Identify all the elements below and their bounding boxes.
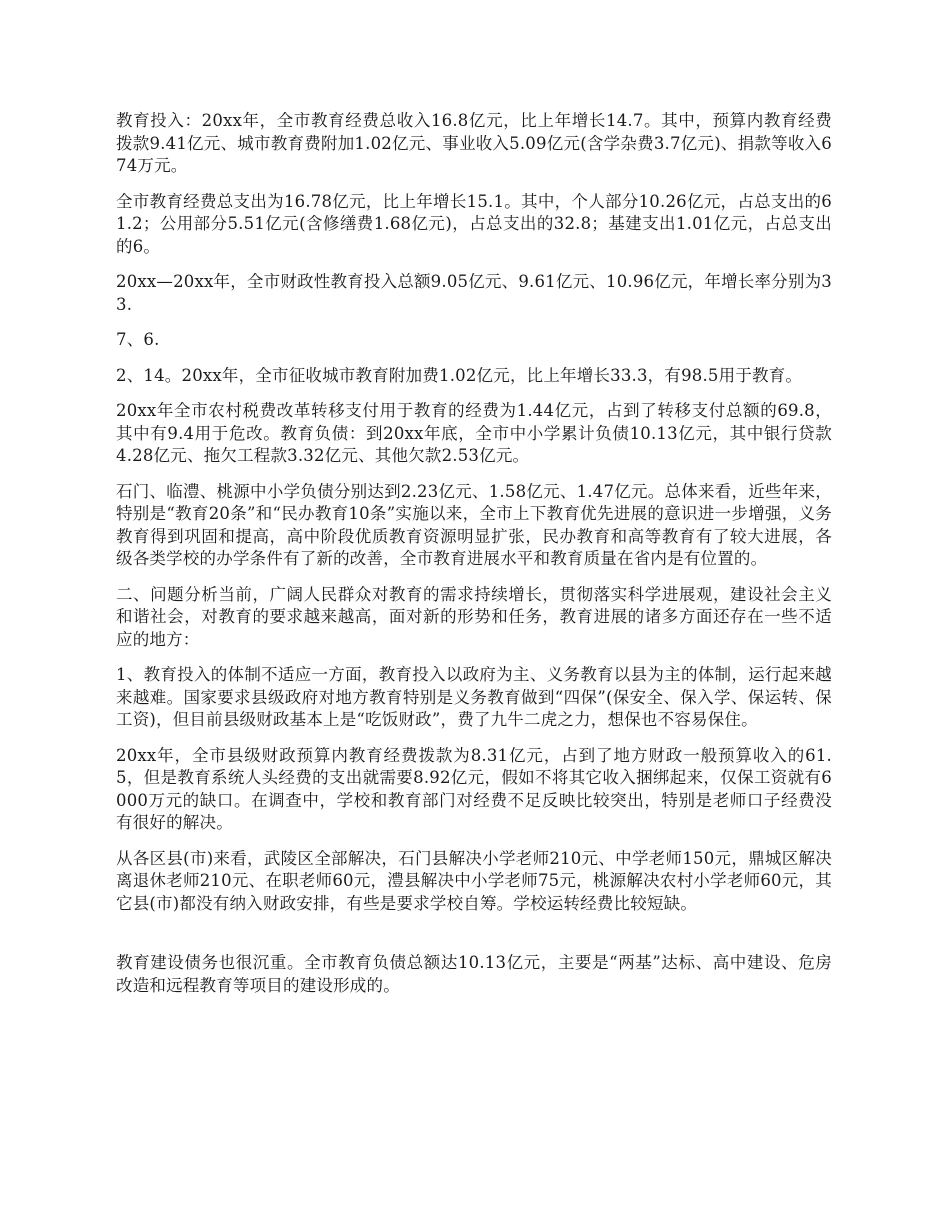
paragraph-construction-debt: 教育建设债务也很沉重。全市教育负债总额达10.13亿元，主要是“两基”达标、高中建设、危房改造和远程教育等项目的建设形成的。 bbox=[116, 953, 832, 995]
paragraph-county-budget: 20xx年，全市县级财政预算内教育经费拨款为8.31亿元，占到了地方财政一般预算收入的61.5，但是教育系统人头经费的支出就需要8.92亿元，假如不将其它收入捆绑起来，仅保工资就有6000万元的缺口。在调查中，学校和教育部门对经费不足反映比较突出，特别是老师口子经费没有很好的解决。 bbox=[116, 745, 832, 832]
paragraph-total-expenditure: 全市教育经费总支出为16.78亿元，比上年增长15.1。其中，个人部分10.26亿元，占总支出的61.2；公用部分5.51亿元(含修缮费1.68亿元)，占总支出的32.8；基建支出1.01亿元，占总支出的6。 bbox=[116, 191, 832, 256]
paragraph-district-situation: 从各区县(市)来看，武陵区全部解决，石门县解决小学老师210元、中学老师150元，鼎城区解决离退休老师210元、在职老师60元，澧县解决中小学老师75元，桃源解决农村小学老师60元，其它县(市)都没有纳入财政安排，有些是要求学校自筹。学校运转经费比较短缺。 bbox=[116, 848, 832, 913]
paragraph-growth-rate-part: 7、6. bbox=[116, 330, 160, 349]
document-body bbox=[116, 110, 832, 1010]
paragraph-education-input: 教育投入：20xx年，全市教育经费总收入16.8亿元，比上年增长14.7。其中，预算内教育经费拨款9.41亿元、城市教育费附加1.02亿元、事业收入5.09亿元(含学杂费3.7亿元)、捐款等收入674万元。 bbox=[116, 111, 832, 175]
paragraph-investment-system: 1、教育投入的体制不适应一方面，教育投入以政府为主、义务教育以县为主的体制，运行起来越来越难。国家要求县级政府对地方教育特别是义务教育做到“四保”(保安全、保入学、保运转、保工资)，但目前县级财政基本上是“吃饭财政”，费了九牛二虎之力，想保也不容易保住。 bbox=[116, 665, 832, 729]
paragraph-transfer-payment-debt: 20xx年全市农村税费改革转移支付用于教育的经费为1.44亿元，占到了转移支付总额的69.8，其中有9.4用于危改。教育负债：到20xx年底，全市中小学累计负债10.13亿元，其中银行贷款4.28亿元、拖欠工程款3.32亿元、其他欠款2.53亿元。 bbox=[116, 401, 832, 465]
paragraph-fiscal-investment: 20xx—20xx年，全市财政性教育投入总额9.05亿元、9.61亿元、10.96亿元，年增长率分别为33. bbox=[116, 272, 832, 314]
paragraph-problem-analysis: 二、问题分析当前，广阔人民群众对教育的需求持续增长，贯彻落实科学进展观，建设社会主义和谐社会，对教育的要求越来越高，面对新的形势和任务，教育进展的诸多方面还存在一些不适应的地方： bbox=[116, 584, 832, 649]
paragraph-county-debt-overview: 石门、临澧、桃源中小学负债分别达到2.23亿元、1.58亿元、1.47亿元。总体来看，近些年来，特别是“教育20条”和“民办教育10条”实施以来，全市上下教育优先进展的意识进一步增强，义务教育得到巩固和提高，高中阶段优质教育资源明显扩张，民办教育和高等教育有了较大进展，各级各类学校的办学条件有了新的改善，全市教育进展水平和教育质量在省内是有位置的。 bbox=[116, 481, 832, 568]
paragraph-education-surcharge: 2、14。20xx年，全市征收城市教育附加费1.02亿元，比上年增长33.3，有98.5用于教育。 bbox=[116, 365, 803, 385]
